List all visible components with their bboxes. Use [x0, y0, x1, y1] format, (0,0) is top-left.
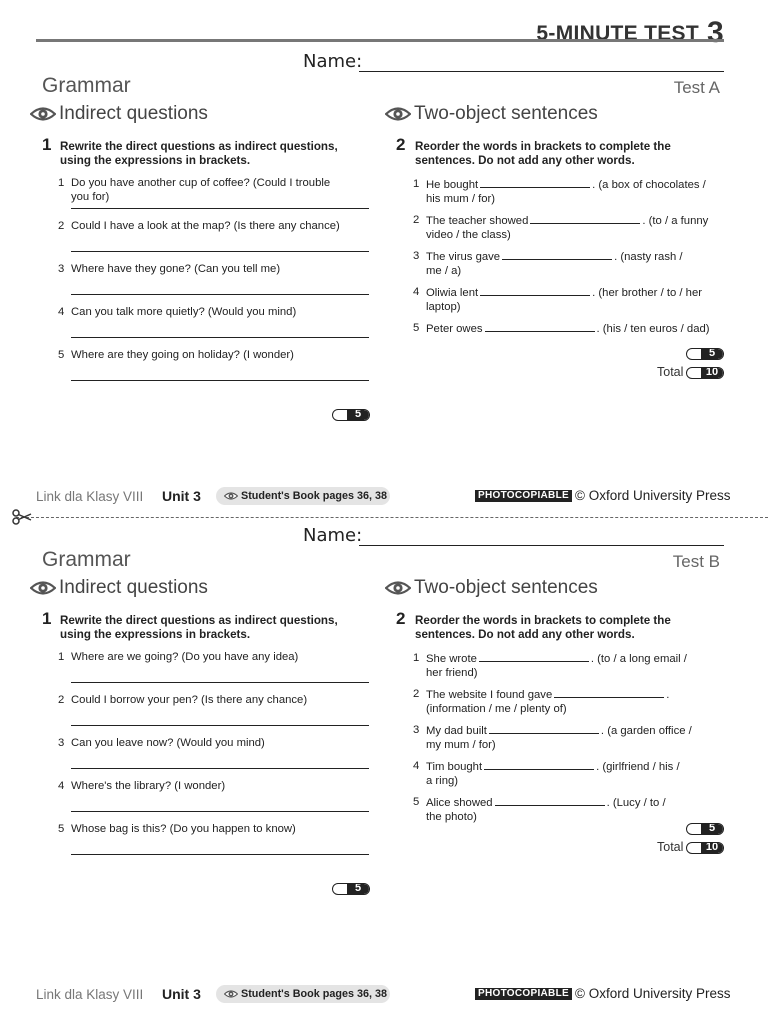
ex2-number: 2	[396, 135, 406, 154]
item-options-cont: my mum / for)	[426, 739, 496, 751]
ex1-instr-line2: using the expressions in brackets.	[60, 628, 251, 641]
ex2-number: 2	[396, 609, 406, 628]
ex2-title: Two-object sentences	[414, 577, 598, 598]
name-row	[303, 526, 724, 548]
ex1-instr-line2: using the expressions in brackets.	[60, 154, 251, 167]
footer-pages-text: Student's Book pages 36, 38	[241, 490, 387, 502]
item-text: The website I found gave	[426, 689, 553, 701]
answer-blank[interactable]	[554, 687, 664, 698]
item-options: . (a box of chocolates /	[592, 179, 706, 191]
grammar-heading: Grammar	[42, 74, 131, 97]
answer-line[interactable]	[71, 725, 369, 726]
ex2-score-badge	[686, 823, 724, 835]
footer-course: Link dla Klasy VIII	[36, 489, 144, 504]
ex1-item	[58, 650, 371, 664]
item-options-cont: her friend)	[426, 667, 478, 679]
test-id: Test B	[672, 552, 720, 571]
item-text: Could I have a look at the map? (Is there any chance)	[71, 220, 340, 232]
footer-pages-text: Student's Book pages 36, 38	[241, 988, 387, 1000]
item-number: 1	[413, 178, 420, 190]
item-options-cont: his mum / for)	[426, 193, 496, 205]
item-number: 3	[58, 737, 65, 749]
photocopiable-badge: PHOTOCOPIABLE	[475, 490, 572, 502]
total-label: Total	[657, 840, 684, 854]
item-text: He bought	[426, 179, 479, 191]
ex2-item	[413, 285, 726, 314]
ex1-item	[58, 262, 371, 276]
ex2-title: Two-object sentences	[414, 103, 598, 124]
item-options: . (her brother / to / her	[592, 287, 703, 299]
item-number: 4	[58, 306, 65, 318]
answer-line[interactable]	[71, 251, 369, 252]
cut-line	[16, 517, 768, 518]
item-text: Where are they going on holiday? (I wonder)	[71, 349, 294, 361]
item-text: Can you talk more quietly? (Would you mind)	[71, 306, 297, 318]
item-text-cont: you for)	[71, 191, 110, 203]
item-number: 2	[413, 688, 420, 700]
eye-icon	[224, 989, 238, 999]
name-field[interactable]	[359, 71, 724, 72]
test-id: Test A	[673, 78, 720, 97]
ex1-heading	[30, 577, 208, 599]
footer-unit: Unit 3	[162, 488, 201, 504]
name-row	[303, 52, 724, 74]
photocopiable-badge: PHOTOCOPIABLE	[475, 988, 572, 1000]
eye-icon	[30, 579, 56, 597]
item-text: Whose bag is this? (Do you happen to know)	[71, 823, 296, 835]
answer-blank[interactable]	[489, 723, 599, 734]
item-text: Where's the library? (I wonder)	[71, 780, 226, 792]
ex1-item	[58, 219, 371, 233]
item-options: . (his / ten euros / dad)	[596, 323, 710, 335]
item-options: . (girlfriend / his /	[596, 761, 680, 773]
item-number: 1	[58, 177, 65, 189]
name-field[interactable]	[359, 545, 724, 546]
item-number: 5	[58, 823, 65, 835]
item-number: 3	[413, 724, 420, 736]
item-options-cont: video / the class)	[426, 229, 511, 241]
answer-blank[interactable]	[502, 249, 612, 260]
item-text: My dad built	[426, 725, 487, 737]
eye-icon	[30, 105, 56, 123]
answer-line[interactable]	[71, 854, 369, 855]
answer-line[interactable]	[71, 682, 369, 683]
ex1-score: 5	[354, 883, 362, 894]
item-options: . (to / a funny	[642, 215, 709, 227]
footer-course: Link dla Klasy VIII	[36, 987, 144, 1002]
total-score: 10	[705, 367, 719, 378]
footer-unit: Unit 3	[162, 986, 201, 1002]
answer-line[interactable]	[71, 380, 369, 381]
answer-blank[interactable]	[495, 795, 605, 806]
ex1-score-badge	[332, 409, 370, 421]
item-text: The virus gave	[426, 251, 501, 263]
item-text: Tim bought	[426, 761, 483, 773]
scissors-icon	[11, 508, 33, 526]
ex1-number: 1	[42, 135, 52, 154]
answer-line[interactable]	[71, 768, 369, 769]
answer-line[interactable]	[71, 811, 369, 812]
item-options-cont: (information / me / plenty of)	[426, 703, 567, 715]
ex1-instructions	[60, 614, 338, 642]
name-label: Name:	[303, 51, 363, 72]
ex2-heading	[385, 577, 598, 599]
ex1-item	[58, 693, 371, 707]
ex2-item	[413, 651, 726, 680]
ex1-score: 5	[354, 409, 362, 420]
header-title-text: 5-MINUTE TEST	[536, 22, 699, 45]
ex2-heading	[385, 103, 598, 125]
ex1-instr-line1: Rewrite the direct questions as indirect questions,	[60, 614, 338, 627]
ex2-item	[413, 321, 726, 336]
ex2-item	[413, 759, 726, 788]
item-number: 5	[58, 349, 65, 361]
item-text: Can you leave now? (Would you mind)	[71, 737, 265, 749]
answer-blank[interactable]	[484, 759, 594, 770]
ex2-instr-line2: sentences. Do not add any other words.	[415, 154, 635, 167]
ex2-instr-line2: sentences. Do not add any other words.	[415, 628, 635, 641]
ex2-score: 5	[708, 348, 716, 359]
total-label: Total	[657, 365, 684, 379]
item-number: 4	[413, 286, 420, 298]
item-options-cont: a ring)	[426, 775, 459, 787]
answer-line[interactable]	[71, 208, 369, 209]
ex1-number: 1	[42, 609, 52, 628]
item-options: . (nasty rash /	[614, 251, 683, 263]
footer-book-pages	[216, 487, 390, 505]
footer-book-pages	[216, 985, 390, 1003]
ex1-item	[58, 176, 371, 204]
ex1-title: Indirect questions	[59, 103, 208, 124]
total-score-badge	[686, 367, 724, 379]
ex1-item	[58, 736, 371, 750]
item-number: 1	[413, 652, 420, 664]
item-text: Where are we going? (Do you have any idea)	[71, 651, 299, 663]
ex1-item	[58, 305, 371, 319]
header-test-number: 3	[707, 16, 724, 49]
total-score: 10	[705, 842, 719, 853]
footer	[0, 487, 768, 507]
answer-blank[interactable]	[480, 177, 590, 188]
header-title	[536, 14, 724, 48]
footer	[0, 985, 768, 1005]
header-rule	[36, 39, 724, 42]
ex2-instr-line1: Reorder the words in brackets to complete the	[415, 614, 671, 627]
ex1-item	[58, 348, 371, 362]
grammar-heading: Grammar	[42, 548, 131, 571]
answer-blank[interactable]	[530, 213, 640, 224]
item-text: Peter owes	[426, 323, 483, 335]
item-options-cont: laptop)	[426, 301, 461, 313]
ex2-instructions	[415, 614, 671, 642]
item-text: She wrote	[426, 653, 477, 665]
total-score-badge	[686, 842, 724, 854]
ex1-instr-line1: Rewrite the direct questions as indirect questions,	[60, 140, 338, 153]
eye-icon	[385, 105, 411, 123]
item-number: 5	[413, 796, 420, 808]
ex2-score-badge	[686, 348, 724, 360]
item-number: 3	[413, 250, 420, 262]
item-text: Could I borrow your pen? (Is there any chance)	[71, 694, 308, 706]
item-number: 2	[58, 694, 65, 706]
item-number: 3	[58, 263, 65, 275]
footer-publisher: © Oxford University Press	[575, 488, 731, 503]
ex2-item	[413, 213, 726, 242]
ex2-score: 5	[708, 823, 716, 834]
item-text: Where have they gone? (Can you tell me)	[71, 263, 281, 275]
item-number: 1	[58, 651, 65, 663]
ex2-instructions	[415, 140, 671, 168]
test-section	[0, 526, 768, 946]
item-number: 5	[413, 322, 420, 334]
ex2-item	[413, 795, 726, 824]
item-text: Do you have another cup of coffee? (Could I trouble	[71, 177, 331, 189]
name-label: Name:	[303, 525, 363, 546]
test-section	[0, 52, 768, 472]
item-options: .	[666, 689, 670, 701]
ex1-title: Indirect questions	[59, 577, 208, 598]
item-options: . (a garden office /	[600, 725, 692, 737]
ex2-item	[413, 723, 726, 752]
answer-blank[interactable]	[480, 285, 590, 296]
item-number: 4	[413, 760, 420, 772]
ex1-item	[58, 822, 371, 836]
ex2-item	[413, 687, 726, 716]
ex1-instructions	[60, 140, 338, 168]
ex2-item	[413, 177, 726, 206]
item-options-cont: the photo)	[426, 811, 477, 823]
item-options-cont: me / a)	[426, 265, 462, 277]
answer-line[interactable]	[71, 337, 369, 338]
ex2-instr-line1: Reorder the words in brackets to complete the	[415, 140, 671, 153]
item-text: Oliwia lent	[426, 287, 479, 299]
item-number: 2	[413, 214, 420, 226]
item-text: The teacher showed	[426, 215, 529, 227]
item-options: . (to / a long email /	[590, 653, 687, 665]
item-options: . (Lucy / to /	[606, 797, 666, 809]
ex1-item	[58, 779, 371, 793]
item-text: Alice showed	[426, 797, 493, 809]
answer-blank[interactable]	[479, 651, 589, 662]
footer-publisher: © Oxford University Press	[575, 986, 731, 1001]
item-number: 2	[58, 220, 65, 232]
eye-icon	[385, 579, 411, 597]
ex2-item	[413, 249, 726, 278]
ex1-heading	[30, 103, 208, 125]
item-number: 4	[58, 780, 65, 792]
ex1-score-badge	[332, 883, 370, 895]
eye-icon	[224, 491, 238, 501]
answer-blank[interactable]	[485, 321, 595, 332]
answer-line[interactable]	[71, 294, 369, 295]
